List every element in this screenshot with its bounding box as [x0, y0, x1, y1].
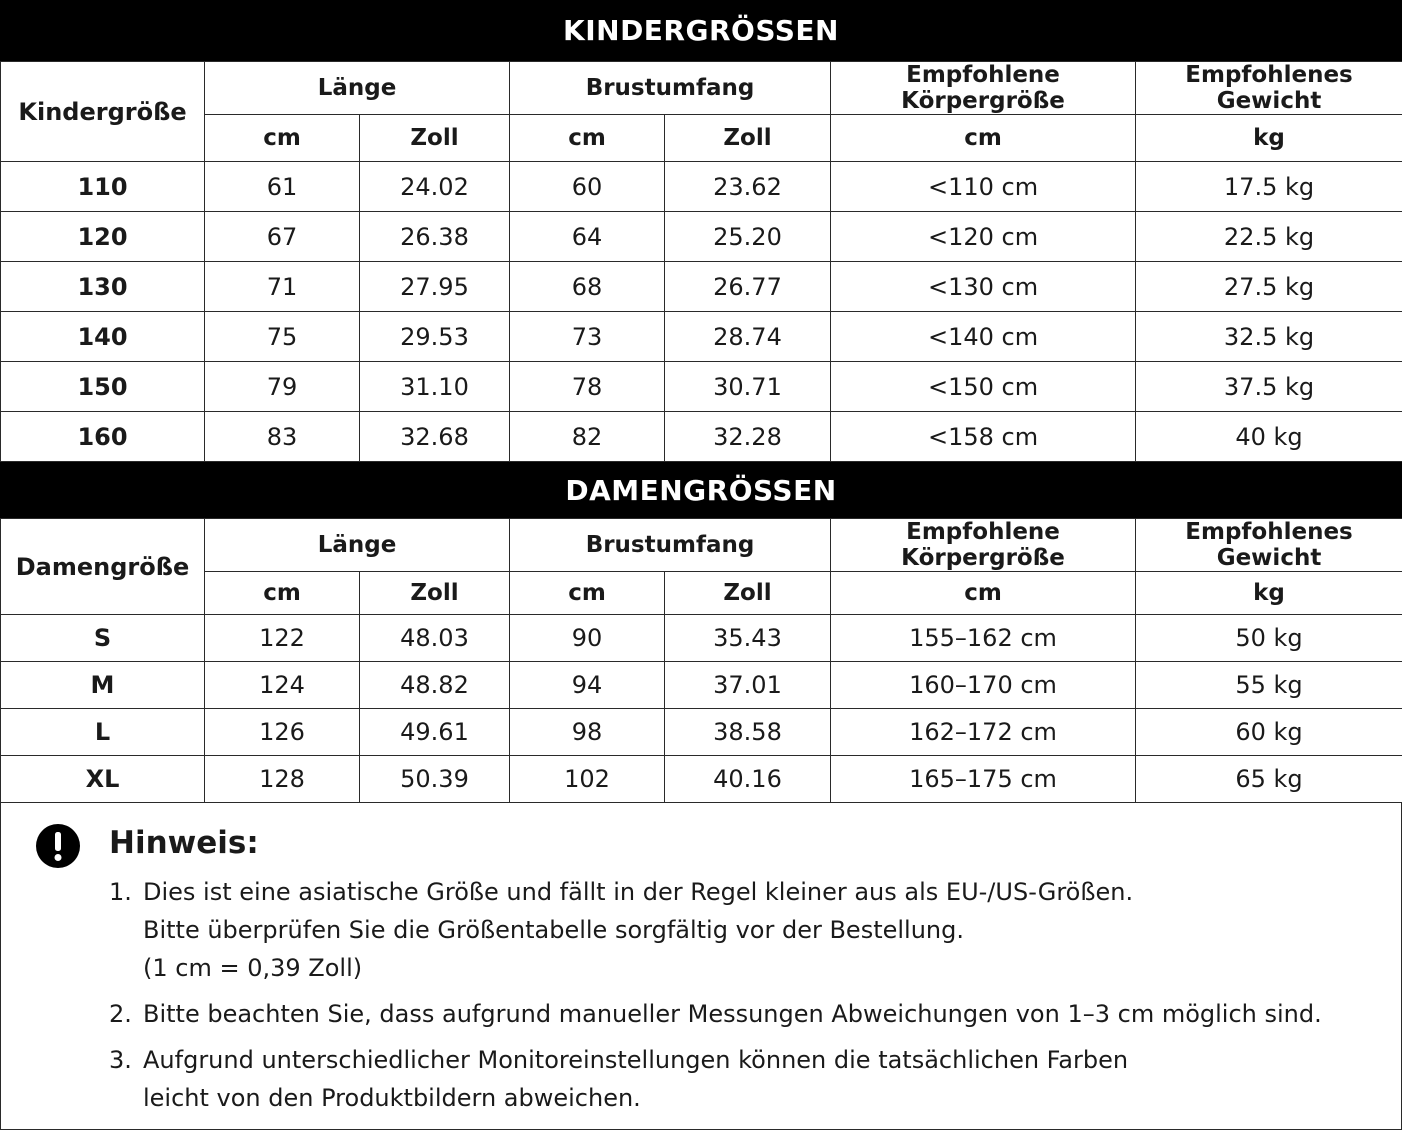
- table-cell: 102: [510, 756, 665, 803]
- table-cell: 65 kg: [1136, 756, 1402, 803]
- table-cell: 37.5 kg: [1136, 362, 1402, 412]
- kids-length-header: Länge: [205, 62, 510, 115]
- note-item: [109, 873, 1381, 987]
- table-cell: 73: [510, 312, 665, 362]
- kids-chest-header: Brustumfang: [510, 62, 831, 115]
- note-line: leicht von den Produktbildern abweichen.: [143, 1079, 1381, 1117]
- kids-unit-header: cm: [205, 115, 360, 162]
- women-size-header: Damengröße: [1, 519, 205, 615]
- kids-height-header: Empfohlene Körpergröße: [831, 62, 1136, 115]
- table-row: [1, 212, 1402, 262]
- table-cell: 79: [205, 362, 360, 412]
- table-row: [1, 262, 1402, 312]
- table-cell: 98: [510, 709, 665, 756]
- table-cell: 32.68: [360, 412, 510, 462]
- table-row: [1, 412, 1402, 462]
- size-cell: 120: [1, 212, 205, 262]
- table-cell: 126: [205, 709, 360, 756]
- kids-size-header: Kindergröße: [1, 62, 205, 162]
- women-unit-header: cm: [831, 572, 1136, 615]
- kids-unit-header: Zoll: [665, 115, 831, 162]
- kids-weight-header: Empfohlenes Gewicht: [1136, 62, 1402, 115]
- women-chest-header: Brustumfang: [510, 519, 831, 572]
- size-cell: XL: [1, 756, 205, 803]
- table-cell: 61: [205, 162, 360, 212]
- table-cell: 162–172 cm: [831, 709, 1136, 756]
- table-cell: 30.71: [665, 362, 831, 412]
- table-cell: 32.28: [665, 412, 831, 462]
- table-cell: 26.38: [360, 212, 510, 262]
- note-item: [109, 1041, 1381, 1117]
- table-cell: 40 kg: [1136, 412, 1402, 462]
- table-cell: 48.03: [360, 615, 510, 662]
- table-cell: 28.74: [665, 312, 831, 362]
- women-unit-header: cm: [510, 572, 665, 615]
- table-cell: 22.5 kg: [1136, 212, 1402, 262]
- women-unit-header: Zoll: [665, 572, 831, 615]
- table-cell: 60: [510, 162, 665, 212]
- women-weight-header: Empfohlenes Gewicht: [1136, 519, 1402, 572]
- table-cell: <150 cm: [831, 362, 1136, 412]
- notes-title: Hinweis:: [109, 825, 1381, 861]
- table-cell: 94: [510, 662, 665, 709]
- size-cell: L: [1, 709, 205, 756]
- women-unit-header: cm: [205, 572, 360, 615]
- table-cell: 25.20: [665, 212, 831, 262]
- table-row: [1, 756, 1402, 803]
- table-cell: <120 cm: [831, 212, 1136, 262]
- table-cell: 26.77: [665, 262, 831, 312]
- table-cell: 50 kg: [1136, 615, 1402, 662]
- table-cell: 55 kg: [1136, 662, 1402, 709]
- table-cell: 32.5 kg: [1136, 312, 1402, 362]
- note-item: [109, 995, 1381, 1033]
- table-cell: 27.5 kg: [1136, 262, 1402, 312]
- table-cell: 24.02: [360, 162, 510, 212]
- table-row: [1, 162, 1402, 212]
- table-cell: 60 kg: [1136, 709, 1402, 756]
- table-cell: 67: [205, 212, 360, 262]
- table-cell: 155–162 cm: [831, 615, 1136, 662]
- table-cell: 35.43: [665, 615, 831, 662]
- table-cell: <130 cm: [831, 262, 1136, 312]
- table-cell: 23.62: [665, 162, 831, 212]
- table-cell: 27.95: [360, 262, 510, 312]
- table-cell: 64: [510, 212, 665, 262]
- note-line: Bitte beachten Sie, dass aufgrund manueller Messungen Abweichungen von 1–3 cm möglich sind.: [143, 995, 1381, 1033]
- table-row: [1, 709, 1402, 756]
- size-cell: 130: [1, 262, 205, 312]
- kids-unit-header: kg: [1136, 115, 1402, 162]
- table-cell: 83: [205, 412, 360, 462]
- size-cell: M: [1, 662, 205, 709]
- table-cell: 50.39: [360, 756, 510, 803]
- size-cell: S: [1, 615, 205, 662]
- table-row: [1, 312, 1402, 362]
- women-length-header: Länge: [205, 519, 510, 572]
- size-cell: 110: [1, 162, 205, 212]
- kids-banner: KINDERGRÖSSEN: [0, 0, 1402, 61]
- women-size-table: [0, 518, 1402, 803]
- size-cell: 160: [1, 412, 205, 462]
- women-height-header: Empfohlene Körpergröße: [831, 519, 1136, 572]
- notes-content: [109, 825, 1381, 1125]
- table-cell: 90: [510, 615, 665, 662]
- note-line: Bitte überprüfen Sie die Größentabelle sorgfältig vor der Bestellung.: [143, 911, 1381, 949]
- kids-unit-header: cm: [831, 115, 1136, 162]
- table-cell: <158 cm: [831, 412, 1136, 462]
- table-cell: 31.10: [360, 362, 510, 412]
- table-cell: 17.5 kg: [1136, 162, 1402, 212]
- note-line: (1 cm = 0,39 Zoll): [143, 949, 1381, 987]
- table-cell: 68: [510, 262, 665, 312]
- notes-box: [0, 803, 1402, 1130]
- table-cell: 160–170 cm: [831, 662, 1136, 709]
- kids-unit-header: Zoll: [360, 115, 510, 162]
- women-unit-header: kg: [1136, 572, 1402, 615]
- table-cell: 49.61: [360, 709, 510, 756]
- kids-unit-header: cm: [510, 115, 665, 162]
- table-cell: 37.01: [665, 662, 831, 709]
- table-cell: <110 cm: [831, 162, 1136, 212]
- table-cell: 128: [205, 756, 360, 803]
- note-line: Aufgrund unterschiedlicher Monitoreinstellungen können die tatsächlichen Farben: [143, 1041, 1381, 1079]
- size-cell: 150: [1, 362, 205, 412]
- note-number: 2.: [109, 995, 143, 1033]
- table-cell: 124: [205, 662, 360, 709]
- note-number: 3.: [109, 1041, 143, 1117]
- table-cell: 82: [510, 412, 665, 462]
- note-line: Dies ist eine asiatische Größe und fällt in der Regel kleiner aus als EU-/US-Größen.: [143, 873, 1381, 911]
- table-cell: <140 cm: [831, 312, 1136, 362]
- note-number: 1.: [109, 873, 143, 987]
- table-cell: 71: [205, 262, 360, 312]
- table-cell: 40.16: [665, 756, 831, 803]
- table-row: [1, 615, 1402, 662]
- table-cell: 78: [510, 362, 665, 412]
- table-cell: 165–175 cm: [831, 756, 1136, 803]
- table-cell: 29.53: [360, 312, 510, 362]
- table-row: [1, 662, 1402, 709]
- kids-size-table: [0, 61, 1402, 462]
- table-row: [1, 362, 1402, 412]
- women-unit-header: Zoll: [360, 572, 510, 615]
- table-cell: 122: [205, 615, 360, 662]
- table-cell: 48.82: [360, 662, 510, 709]
- size-cell: 140: [1, 312, 205, 362]
- table-cell: 75: [205, 312, 360, 362]
- women-banner: DAMENGRÖSSEN: [0, 462, 1402, 518]
- table-cell: 38.58: [665, 709, 831, 756]
- exclamation-circle-icon: [35, 823, 81, 869]
